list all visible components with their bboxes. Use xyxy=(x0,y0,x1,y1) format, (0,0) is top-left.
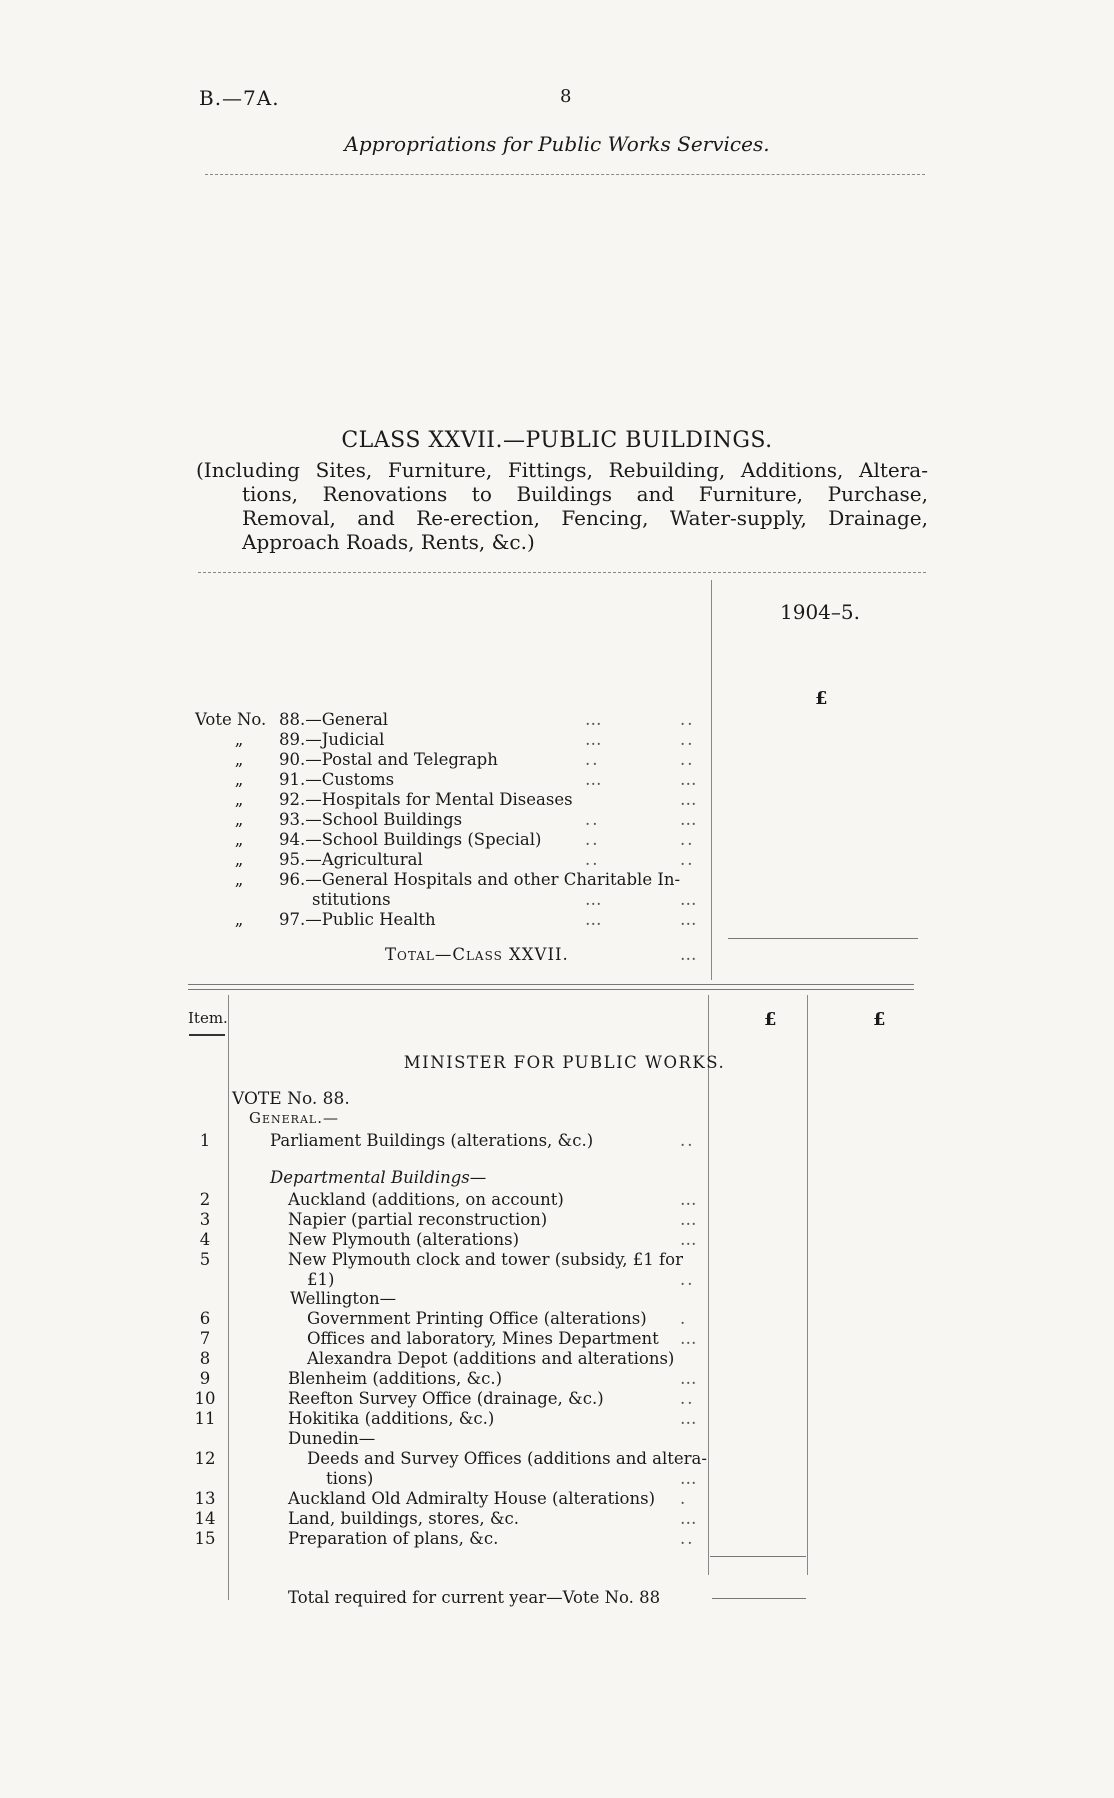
page-number: 8 xyxy=(560,86,572,107)
item-text: Preparation of plans, &c. xyxy=(288,1529,499,1548)
vote-label: 89.—Judicial xyxy=(279,730,385,749)
vote-label: 93.—School Buildings xyxy=(279,810,463,829)
item-header-underline xyxy=(189,1034,225,1036)
vote-heading: VOTE No. 88. xyxy=(232,1089,350,1109)
ditto-mark: „ xyxy=(234,870,244,889)
item-text-continued: tions) xyxy=(326,1469,374,1488)
item-number: 12 xyxy=(194,1449,216,1468)
ditto-mark: „ xyxy=(234,790,244,809)
item-text: Government Printing Office (alterations) xyxy=(307,1309,647,1328)
class-title: CLASS XXVII.—PUBLIC BUILDINGS. xyxy=(341,428,773,453)
item-number: 9 xyxy=(199,1369,211,1388)
vote-label: 96.—General Hospitals and other Charitable In- xyxy=(279,870,681,889)
general-heading: General.— xyxy=(249,1109,339,1127)
header-rule xyxy=(205,174,925,175)
item-column-header: Item. xyxy=(188,1009,228,1027)
item-column-divider xyxy=(228,995,229,1600)
item-text: New Plymouth (alterations) xyxy=(288,1230,520,1249)
item-text: New Plymouth clock and tower (subsidy, £1 for xyxy=(288,1250,683,1269)
item-number: 3 xyxy=(199,1210,211,1229)
vote-label: 91.—Customs xyxy=(279,770,395,789)
item-text: Deeds and Survey Offices (additions and altera- xyxy=(307,1449,707,1468)
ditto-mark: „ xyxy=(234,750,244,769)
item-text: Auckland (additions, on account) xyxy=(288,1190,564,1209)
pound-sign: £ xyxy=(815,688,828,709)
item-text-continued: £1) xyxy=(307,1270,335,1289)
subtotal-rule xyxy=(710,1556,806,1557)
item-number: 15 xyxy=(194,1529,216,1548)
ditto-mark: „ xyxy=(234,910,244,929)
item-number: 2 xyxy=(199,1190,211,1209)
description-line: (Including Sites, Furniture, Fittings, Rebuilding, Additions, Altera- xyxy=(196,458,928,482)
subtotal-underline xyxy=(712,1598,806,1599)
description-rule xyxy=(198,572,926,573)
item-number: 5 xyxy=(199,1250,211,1269)
running-title: Appropriations for Public Works Services. xyxy=(344,132,770,156)
item-text: Napier (partial reconstruction) xyxy=(288,1210,548,1229)
vote-label: 94.—School Buildings (Special) xyxy=(279,830,542,849)
departmental-heading: Departmental Buildings— xyxy=(270,1168,487,1187)
item-number: 13 xyxy=(194,1489,216,1508)
vote-prefix: Vote No. xyxy=(195,710,267,729)
item-number: 11 xyxy=(194,1409,216,1428)
item-number: 4 xyxy=(199,1230,211,1249)
item-number: 1 xyxy=(199,1131,211,1150)
class-description xyxy=(196,458,928,554)
item-number: 7 xyxy=(199,1329,211,1348)
wellington-heading: Wellington— xyxy=(290,1289,397,1308)
year-heading: 1904–5. xyxy=(780,600,860,624)
item-number: 10 xyxy=(194,1389,216,1408)
pound-sign: £ xyxy=(764,1009,777,1030)
item-number: 6 xyxy=(199,1309,211,1328)
item-text: Offices and laboratory, Mines Department xyxy=(307,1329,659,1348)
minister-heading: MINISTER FOR PUBLIC WORKS. xyxy=(403,1053,726,1072)
vote-total-label: Total required for current year—Vote No. 88 xyxy=(288,1588,661,1607)
item-text: Parliament Buildings (alterations, &c.) xyxy=(270,1131,594,1150)
ditto-mark: „ xyxy=(234,770,244,789)
section-rule xyxy=(188,989,914,990)
ditto-mark: „ xyxy=(234,730,244,749)
item-text: Hokitika (additions, &c.) xyxy=(288,1409,495,1428)
document-code: B.—7A. xyxy=(199,86,280,110)
description-line: Removal, and Re-erection, Fencing, Water-supply, Drainage, xyxy=(242,506,928,530)
item-number: 8 xyxy=(199,1349,211,1368)
ditto-mark: „ xyxy=(234,830,244,849)
item-text: Land, buildings, stores, &c. xyxy=(288,1509,520,1528)
vote-label: 97.—Public Health xyxy=(279,910,436,929)
vote-label: 88.—General xyxy=(279,710,389,729)
dunedin-heading: Dunedin— xyxy=(288,1429,376,1448)
description-line: tions, Renovations to Buildings and Furniture, Purchase, xyxy=(242,482,928,506)
item-text: Alexandra Depot (additions and alterations) xyxy=(307,1349,675,1368)
pound-sign: £ xyxy=(873,1009,886,1030)
vote-label: 95.—Agricultural xyxy=(279,850,423,869)
section-rule xyxy=(188,984,914,985)
column-divider xyxy=(711,580,712,980)
ditto-mark: „ xyxy=(234,850,244,869)
ditto-mark: „ xyxy=(234,810,244,829)
amount-column-divider xyxy=(708,995,709,1575)
item-text: Reefton Survey Office (drainage, &c.) xyxy=(288,1389,604,1408)
vote-label: stitutions xyxy=(312,890,391,909)
class-total-label: Total—Class XXVII. xyxy=(385,945,569,964)
description-line: Approach Roads, Rents, &c.) xyxy=(242,530,535,554)
amount-column-divider xyxy=(807,995,808,1575)
vote-label: 90.—Postal and Telegraph xyxy=(279,750,498,769)
vote-label: 92.—Hospitals for Mental Diseases xyxy=(279,790,573,809)
item-text: Blenheim (additions, &c.) xyxy=(288,1369,503,1388)
item-text: Auckland Old Admiralty House (alterations) xyxy=(288,1489,656,1508)
total-rule xyxy=(728,938,918,939)
item-number: 14 xyxy=(194,1509,216,1528)
